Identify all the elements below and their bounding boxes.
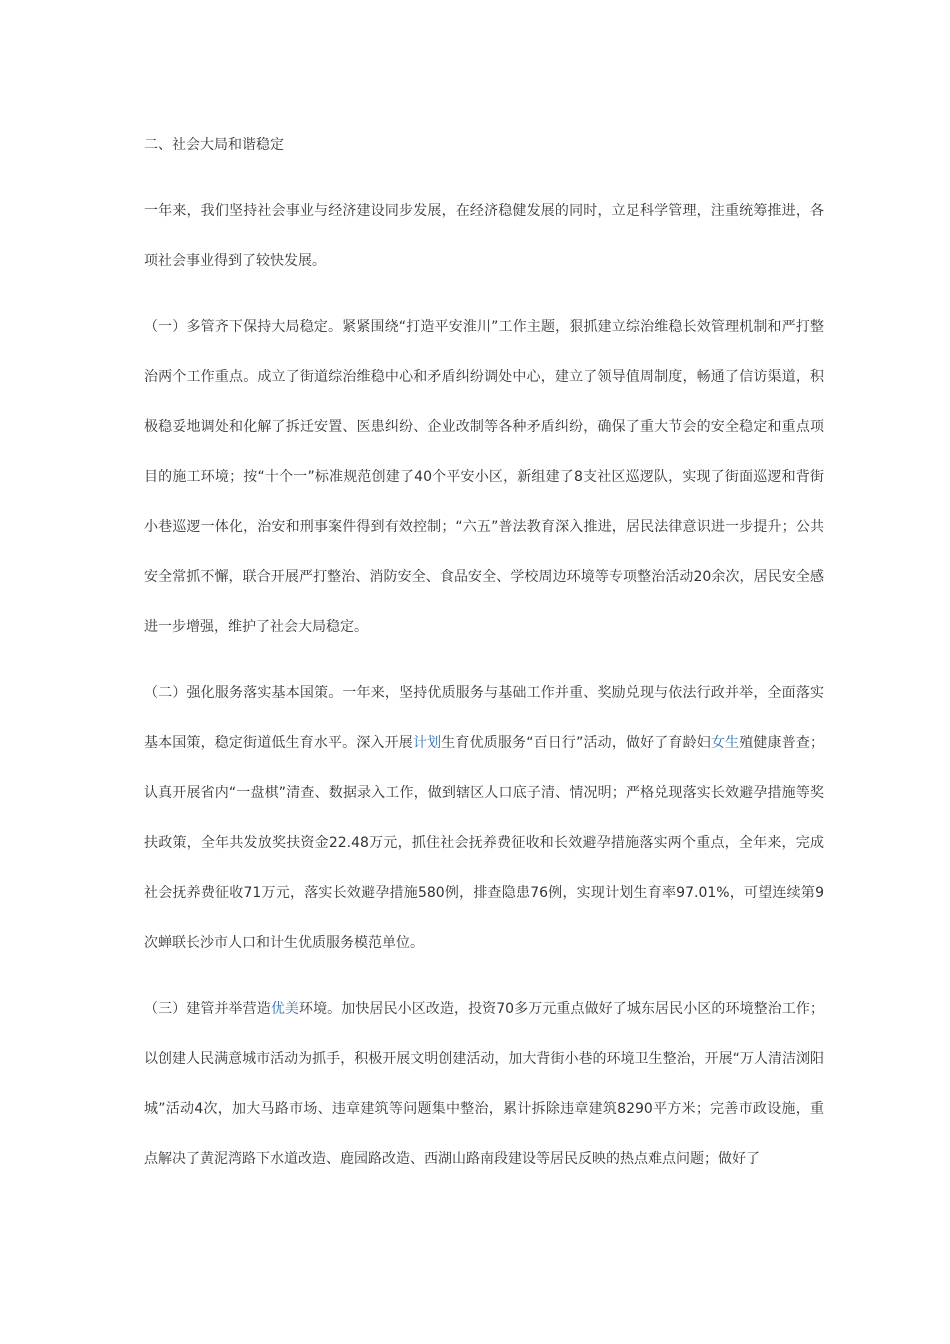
paragraph-text: 殖健康普查；认真开展省内“一盘棋”清查、数据录入工作，做到辖区人口底子清、情况明；严格兑现落实长效避孕措施等奖扶政策，全年共发放奖扶资金22.48万元，抓住社会抚养费征收和长效避孕措施落实两个重点，全年来，完成社会抚养费征收71万元，落实长效避孕措施580例，排查隐患76例，实现计划生育率97.01%，可望连续第9次蝉联长沙市人口和计生优质服务模范单位。 — [144, 735, 824, 951]
keyword-link-beautiful[interactable]: 优美 — [270, 1001, 299, 1017]
paragraph-family-planning — [144, 668, 824, 968]
keyword-link-plan[interactable]: 计划 — [412, 735, 442, 751]
paragraph-stability: （一）多管齐下保持大局稳定。紧紧围绕“打造平安淮川”工作主题，狠抓建立综治维稳长效管理机制和严打整治两个工作重点。成立了街道综治维稳中心和矛盾纠纷调处中心，建立了领导值周制度，畅通了信访渠道，积极稳妥地调处和化解了拆迁安置、医患纠纷、企业改制等各种矛盾纠纷，确保了重大节会的安全稳定和重点项目的施工环境；按“十个一”标准规范创建了40个平安小区，新组建了8支社区巡逻队，实现了街面巡逻和背街小巷巡逻一体化，治安和刑事案件得到有效控制；“六五”普法教育深入推进，居民法律意识进一步提升；公共安全常抓不懈，联合开展严打整治、消防安全、食品安全、学校周边环境等专项整治活动20余次，居民安全感进一步增强，维护了社会大局稳定。 — [144, 319, 824, 635]
paragraph-text: （二）强化服务落实基本国策。一年来，坚持优质服务与基础工作并重、奖励兑现与依法行政并举，全面落实基本国策，稳定街道低生育水平。深入开展 — [144, 685, 824, 751]
keyword-link-girl[interactable]: 女生 — [710, 735, 740, 751]
paragraph-text: （三）建管并举营造 — [144, 1001, 271, 1017]
document-body — [144, 120, 824, 1184]
section-title: 二、社会大局和谐稳定 — [144, 137, 284, 153]
intro-paragraph: 一年来，我们坚持社会事业与经济建设同步发展，在经济稳健发展的同时，立足科学管理，注重统筹推进，各项社会事业得到了较快发展。 — [144, 203, 824, 269]
paragraph-text: 环境。加快居民小区改造，投资70多万元重点做好了城东居民小区的环境整治工作；以创建人民满意城市活动为抓手，积极开展文明创建活动，加大背街小巷的环境卫生整治，开展“万人清洁浏阳城”活动4次，加大马路市场、违章建筑等问题集中整治，累计拆除违章建筑8290平方米；完善市政设施，重点解决了黄泥湾路下水道改造、鹿园路改造、西湖山路南段建设等居民反映的热点难点问题；做好了 — [144, 1001, 825, 1167]
paragraph-environment — [144, 984, 824, 1184]
paragraph-text: 生育优质服务“百日行”活动，做好了育龄妇 — [441, 735, 711, 751]
